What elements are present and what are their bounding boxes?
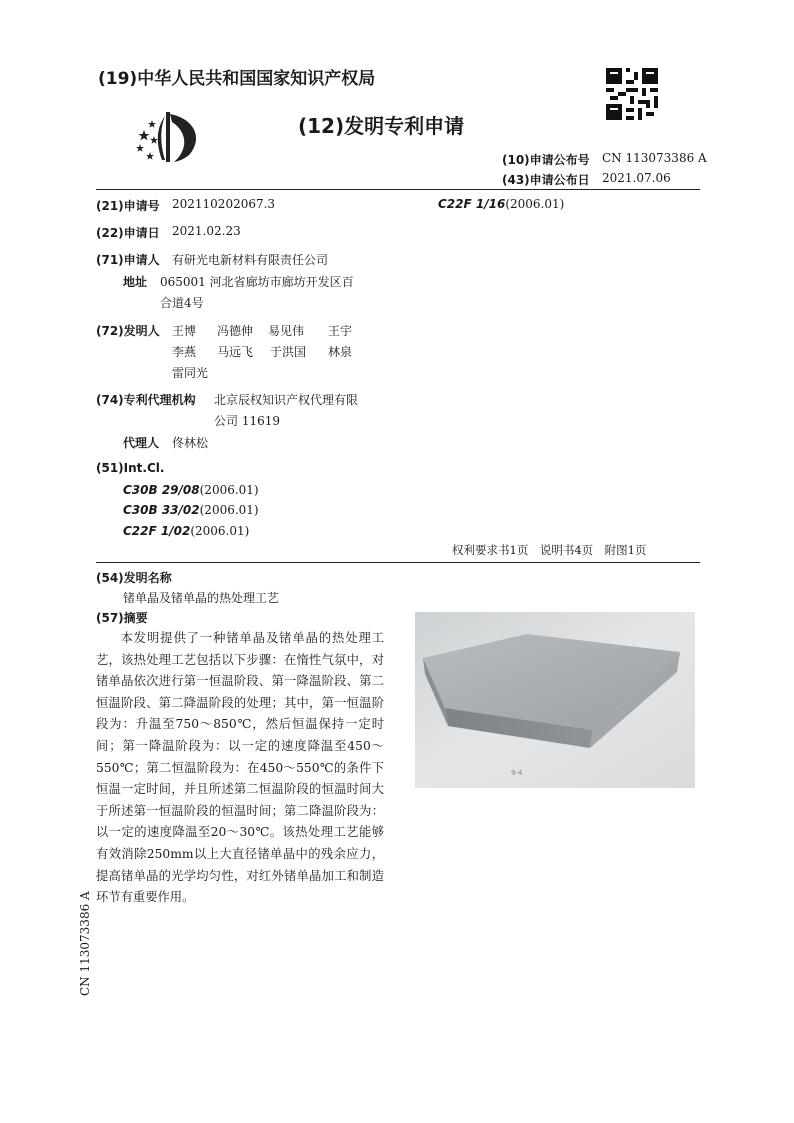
ipc-version: (2006.01) [199,483,259,497]
pub-date: 2021.07.06 [602,171,671,185]
app-date: 2021.02.23 [172,224,241,238]
ipc-code: C30B 29/08 [123,483,200,497]
inventor: 王博 [172,324,197,338]
ipc-version: (2006.01) [505,197,565,211]
agency-line2: 公司 11619 [214,414,280,428]
cnipa-emblem-icon [132,108,206,166]
ipc-entry [123,483,259,497]
inventor: 易见伟 [268,324,305,338]
crystal-photo [415,612,695,788]
abstract-text: 本发明提供了一种锗单晶及锗单晶的热处理工艺，该热处理工艺包括以下步骤：在惰性气氛中，对锗单晶依次进行第一恒温阶段、第一降温阶段、第二恒温阶段、第二降温阶段的处理；其中，第一恒温阶段为：升温至750～850℃，然后恒温保持一定时间；第一降温阶段为：以一定的速度降温至450～550℃；第二恒温阶段为：在450～550℃的条件下恒温一定时间，并且所述第二恒温阶段的恒温时间大于所述第一恒温阶段的恒温时间；第二降温阶段为：以一定的速度降温至20～30℃。该热处理工艺能够有效消除250mm以上大直径锗单晶中的残余应力，提高锗单晶的光学均匀性，对红外锗单晶加工和制造环节有重要作用。 [96,631,384,905]
side-document-id: CN 113073386 A [78,891,92,996]
agent-label: 代理人 [123,436,160,450]
inventor: 冯德伸 [217,324,254,338]
inventors-label: (72)发明人 [96,324,160,338]
agency-label: (74)专利代理机构 [96,393,196,407]
ipc-code: C22F 1/16 [438,197,506,211]
document-type: (12)发明专利申请 [298,114,465,138]
ipc-code: C22F 1/02 [123,524,191,538]
inventor: 雷同光 [172,366,209,380]
inventor: 马远飞 [217,345,254,359]
ipc-code: C30B 33/02 [123,503,200,517]
app-no: 202110202067.3 [172,197,276,211]
address-line2: 合道4号 [160,296,204,310]
address-label: 地址 [123,275,148,289]
inventor: 王宇 [328,324,353,338]
ipc-entry [123,503,259,517]
qr-code-icon [606,68,658,120]
applicant: 有研光电新材料有限责任公司 [172,253,329,267]
invention-title: 锗单晶及锗单晶的热处理工艺 [123,591,280,605]
ipc-version: (2006.01) [190,524,250,538]
photo-mark: 9-4 [511,769,523,777]
address-line1: 065001 河北省廊坊市廊坊开发区百 [160,275,354,289]
applicant-label: (71)申请人 [96,253,160,267]
inventor: 于洪国 [270,345,307,359]
inventor: 李燕 [172,345,197,359]
header-divider [96,189,700,190]
office-name: (19)中华人民共和国国家知识产权局 [98,69,376,89]
pub-no: CN 113073386 A [602,151,707,165]
pages-summary: 权利要求书1页 说明书4页 附图1页 [452,543,647,557]
intcl-label: (51)Int.Cl. [96,461,165,475]
biblio-divider [96,562,700,563]
title-label: (54)发明名称 [96,571,172,585]
app-no-label: (21)申请号 [96,199,160,213]
pub-date-label: (43)申请公布日 [502,173,590,187]
inventor: 林泉 [328,345,353,359]
ipc-version: (2006.01) [199,503,259,517]
pub-no-label: (10)申请公布号 [502,153,590,167]
ipc-entry [123,524,249,538]
agent: 佟林松 [172,436,209,450]
app-date-label: (22)申请日 [96,226,160,240]
agency-line1: 北京辰权知识产权代理有限 [214,393,359,407]
ipc-entry-right [438,197,564,211]
abstract-label: (57)摘要 [96,611,148,625]
